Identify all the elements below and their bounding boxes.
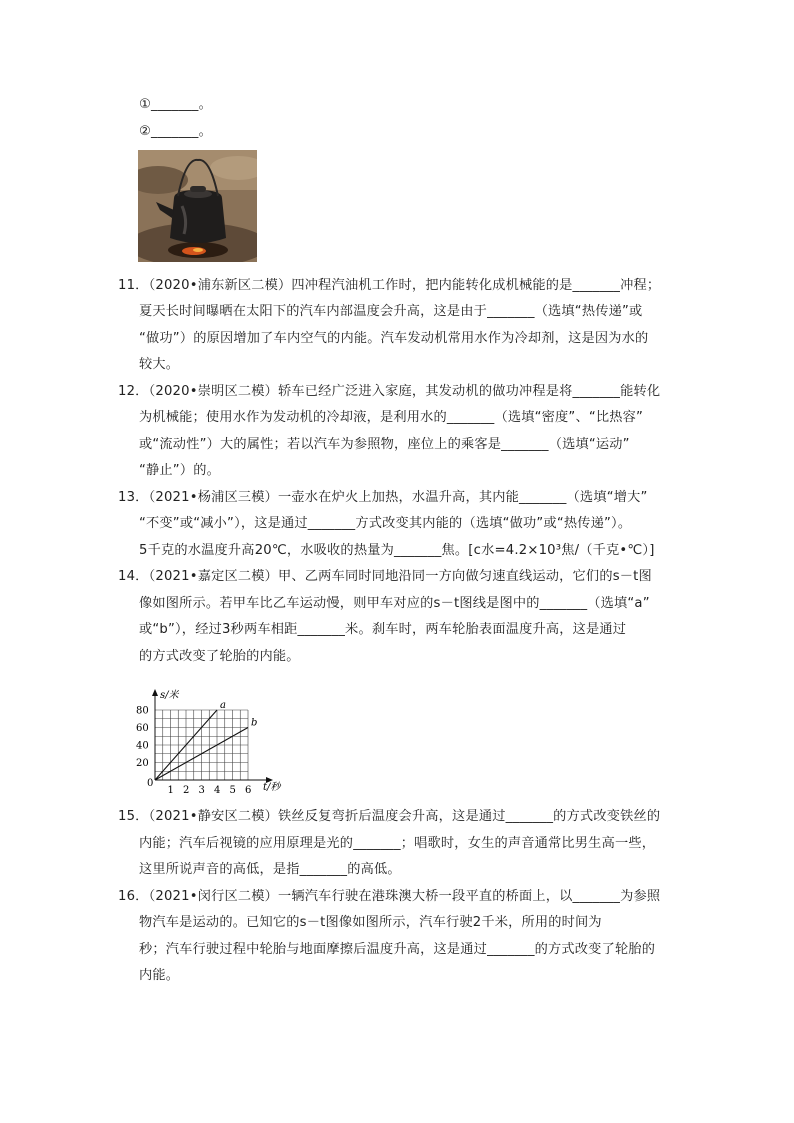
kettle-photo <box>138 150 257 262</box>
x-tick-label: 4 <box>214 785 221 796</box>
q14-line-2: 像如图所示。若甲车比乙车运动慢，则甲车对应的s－t图线是图中的_______（选填“a” <box>139 596 650 611</box>
q11-line-4: 较大。 <box>139 357 180 372</box>
q15-line-2: 内能；汽车后视镜的应用原理是光的_______；唱歌时，女生的声音通常比男生高一些， <box>139 836 656 851</box>
q11-line-2: 夏天长时间曝晒在太阳下的汽车内部温度会升高，这是由于_______（选填“热传递”或 <box>139 304 643 319</box>
answer-line-2: ②_______。 <box>139 124 212 139</box>
q12-line-4: “静止”）的。 <box>139 463 221 478</box>
x-axis-label: t/秒 <box>263 782 281 793</box>
y-axis-label: s/米 <box>160 690 179 701</box>
q12-line-3: 或“流动性”）大的属性；若以汽车为参照物，座位上的乘客是_______（选填“运动” <box>139 437 630 452</box>
q16-line-1: 16．（2021•闵行区二模）一辆汽车行驶在港珠澳大桥一段平直的桥面上，以_______为参照 <box>118 889 661 904</box>
x-tick-label: 2 <box>183 785 190 796</box>
st-graph-svg <box>133 686 293 798</box>
q14-line-4: 的方式改变了轮胎的内能。 <box>139 649 300 664</box>
q16-line-2: 物汽车是运动的。已知它的s－t图像如图所示，汽车行驶2千米，所用的时间为 <box>139 915 602 930</box>
series-label-b: b <box>251 717 258 729</box>
q11-line-1: 11．（2020•浦东新区二模）四冲程汽油机工作时，把内能转化成机械能的是_______冲程； <box>118 278 661 293</box>
q16-line-4: 内能。 <box>139 968 180 983</box>
y-tick-label: 40 <box>136 740 149 752</box>
graph-grid <box>155 710 248 780</box>
q15-line-1: 15．（2021•静安区二模）铁丝反复弯折后温度会升高，这是通过_______的方式改变铁丝的 <box>118 809 661 824</box>
x-tick-label: 6 <box>245 785 252 796</box>
series-label-a: a <box>220 700 226 711</box>
y-tick-label: 60 <box>136 723 149 734</box>
x-tick-label: 3 <box>198 785 205 796</box>
x-tick-label: 5 <box>229 785 236 796</box>
q13-line-1: 13．（2021•杨浦区三模）一壶水在炉火上加热，水温升高，其内能_______（选填“增大” <box>118 490 648 505</box>
origin-label: 0 <box>147 778 154 789</box>
answer-line-1: ①_______。 <box>139 97 212 112</box>
q11-line-3: “做功”）的原因增加了车内空气的内能。汽车发动机常用水作为冷却剂，这是因为水的 <box>139 331 649 346</box>
q13-line-3: 5千克的水温度升高20℃，水吸收的热量为_______焦。[c水=4.2×10³焦/（千克•℃）] <box>139 543 655 558</box>
x-tick-label: 1 <box>167 785 174 796</box>
q14-line-3: 或“b”），经过3秒两车相距_______米。刹车时，两车轮胎表面温度升高，这是通过 <box>139 622 627 637</box>
q12-line-2: 为机械能；使用水作为发动机的冷却液，是利用水的_______（选填“密度”、“比热容” <box>139 410 644 425</box>
y-axis-arrow <box>152 689 158 696</box>
kettle-on-fire-image <box>138 150 257 262</box>
q16-line-3: 秒；汽车行驶过程中轮胎与地面摩擦后温度升高，这是通过_______的方式改变了轮胎的 <box>139 942 656 957</box>
q13-line-2: “不变”或“减小”），这是通过_______方式改变其内能的（选填“做功”或“热传递”）。 <box>139 516 632 531</box>
y-tick-label: 80 <box>136 705 149 717</box>
q15-line-3: 这里所说声音的高低，是指_______的高低。 <box>139 862 401 877</box>
q12-line-1: 12．（2020•崇明区二模）轿车已经广泛进入家庭，其发动机的做功冲程是将_______能转化 <box>118 384 661 399</box>
q14-line-1: 14．（2021•嘉定区二模）甲、乙两车同时同地沿同一方向做匀速直线运动，它们的s－t图 <box>118 569 652 584</box>
y-tick-label: 20 <box>136 758 149 769</box>
st-graph <box>133 686 293 798</box>
